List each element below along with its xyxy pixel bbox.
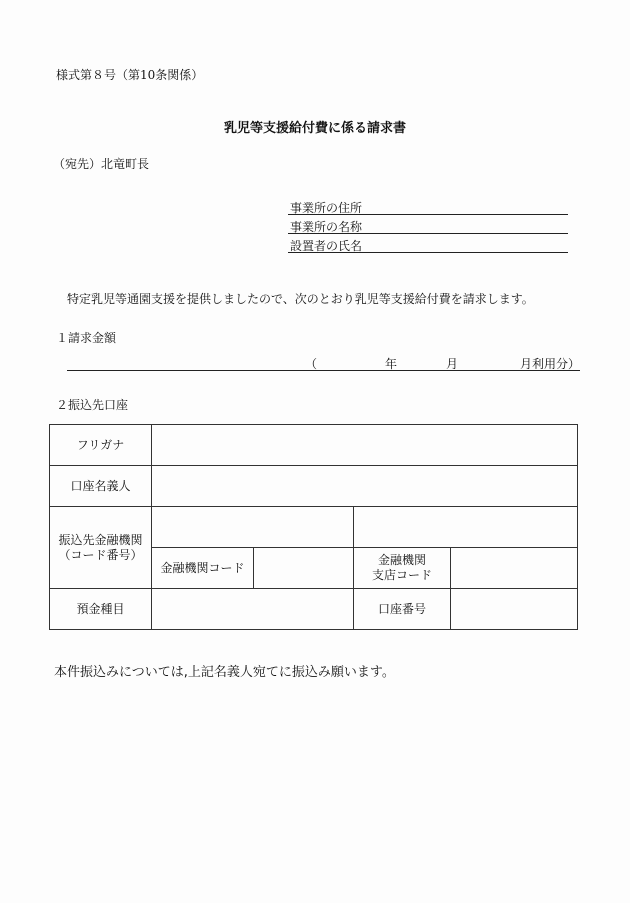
bank-code-input[interactable] <box>254 548 354 589</box>
bank-label: 振込先金融機関 <box>58 532 143 547</box>
bank-code-label-cell <box>152 548 254 589</box>
deposit-type-input[interactable] <box>152 589 354 630</box>
bank-account-table <box>49 424 578 630</box>
branch-code-label-cell <box>354 548 451 589</box>
account-number-label-cell <box>354 589 451 630</box>
branch-code-label-line2: 支店コード <box>371 568 432 582</box>
form-number: 様式第８号（第10条関係） <box>56 68 204 82</box>
founder-name-line[interactable] <box>288 252 568 253</box>
section1-heading: １請求金額 <box>56 331 117 345</box>
account-holder-label: 口座名義人 <box>70 478 131 493</box>
bank-name-input[interactable] <box>152 507 354 548</box>
account-number-label: 口座番号 <box>377 601 426 616</box>
account-holder-input[interactable] <box>152 466 578 507</box>
founder-name-label: 設置者の氏名 <box>290 239 363 253</box>
year-label: 年 <box>385 357 398 371</box>
month-label: 月 <box>446 357 459 371</box>
business-address-line[interactable] <box>288 214 568 215</box>
business-name-line[interactable] <box>288 233 568 234</box>
bank-code-label: 金融機関コード <box>160 560 245 575</box>
addressee: （宛先）北竜町長 <box>53 157 150 171</box>
deposit-type-label-cell <box>50 589 152 630</box>
section2-heading: ２振込先口座 <box>56 398 129 412</box>
business-name-label: 事業所の名称 <box>290 220 363 234</box>
transfer-note: 本件振込みについては,上記名義人宛てに振込み願います。 <box>54 665 395 680</box>
branch-code-label-line1: 金融機関 <box>377 553 426 567</box>
account-holder-label-cell <box>50 466 152 507</box>
form-title: 乳児等支援給付費に係る請求書 <box>223 121 406 136</box>
bank-code-sublabel: （コード番号） <box>58 547 143 562</box>
business-address-label: 事業所の住所 <box>290 201 363 215</box>
bank-label-cell <box>50 507 152 589</box>
account-number-input[interactable] <box>451 589 578 630</box>
furigana-label-cell <box>50 425 152 466</box>
furigana-label: フリガナ <box>76 437 125 452</box>
period-open-paren: （ <box>305 357 318 371</box>
request-amount-line[interactable] <box>67 370 580 371</box>
usage-month-label: 月利用分） <box>520 357 581 371</box>
request-statement: 特定乳児等通園支援を提供しましたので、次のとおり乳児等支援給付費を請求します。 <box>67 292 534 306</box>
deposit-type-label: 預金種目 <box>76 601 125 616</box>
furigana-input[interactable] <box>152 425 578 466</box>
branch-name-input[interactable] <box>354 507 578 548</box>
branch-code-input[interactable] <box>451 548 578 589</box>
